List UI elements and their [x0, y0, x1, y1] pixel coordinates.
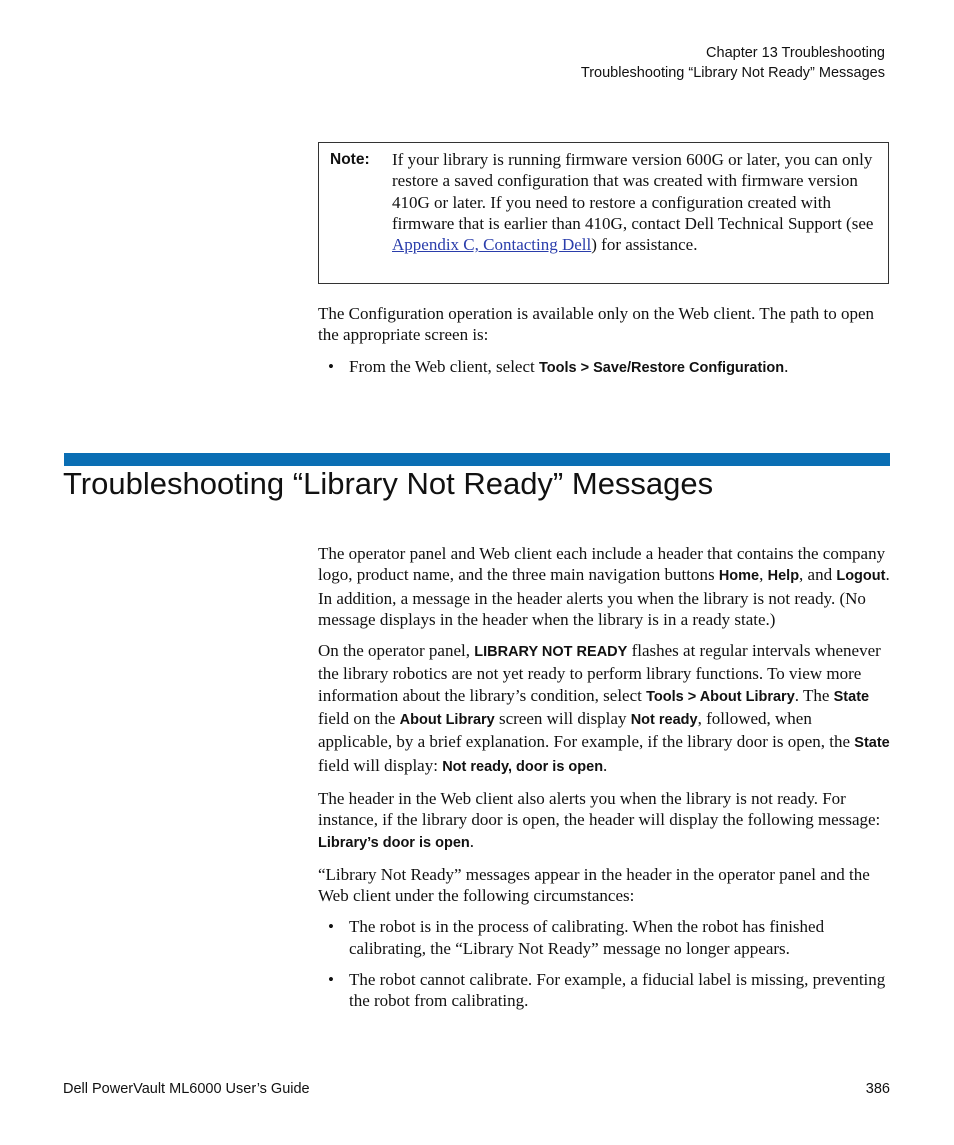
note-box — [318, 142, 889, 284]
running-header — [581, 43, 885, 83]
list-item: • The robot is in the process of calibrating. When the robot has finished calibrating, the “Library Not Ready” message no longer appears. — [328, 917, 825, 958]
main-text — [318, 543, 890, 1012]
door-open-message-ref: Not ready, door is open — [442, 758, 604, 775]
bullet-glyph: • — [328, 917, 334, 937]
configuration-paragraph: The Configuration operation is available only on the Web client. The path to open the appropriate screen is: — [318, 304, 875, 345]
section-title: Troubleshooting “Library Not Ready” Messages — [63, 466, 714, 501]
menu-path-save-restore: Tools > Save/Restore Configuration — [539, 359, 785, 376]
running-section-title: Troubleshooting “Library Not Ready” Messages — [580, 65, 885, 81]
appendix-c-link[interactable]: Appendix C, Contacting Dell — [392, 235, 592, 255]
bullet-glyph: • — [328, 356, 334, 376]
note-label: Note: — [330, 151, 370, 168]
footer-guide-title: Dell PowerVault ML6000 User’s Guide — [63, 1081, 310, 1097]
paragraph-circumstances: “Library Not Ready” messages appear in the header in the operator panel and the Web client under the following circumstances: — [318, 864, 870, 906]
state-field-ref: State — [833, 688, 870, 705]
logout-button-ref: Logout — [836, 568, 886, 585]
not-ready-ref: Not ready — [630, 712, 698, 729]
list-item: • The robot cannot calibrate. For example, a fiducial label is missing, preventing the robot from calibrating. — [328, 970, 886, 1011]
paragraph-operator-panel: On the operator panel, LIBRARY NOT READY flashes at regular intervals whenever the library robotics are not yet ready to perform library functions. To view more information about the library’s condition, select Tools > About Library. The State field on the About Library screen will display Not ready, followed, when applicable, by a brief explanation. For example, if the library door is open, the State field will display: Not ready, door is open. — [318, 641, 890, 775]
bullet-glyph: • — [328, 970, 334, 990]
library-not-ready-ref: LIBRARY NOT READY — [474, 644, 628, 661]
home-button-ref: Home — [718, 568, 760, 585]
note-text — [392, 149, 880, 255]
help-button-ref: Help — [767, 568, 800, 585]
configuration-section — [318, 303, 890, 379]
note-text-part-2: ) for assistance. — [591, 235, 698, 255]
paragraph-header-description: The operator panel and Web client each include a header that contains the company logo, product name, and the three main navigation buttons Home, Help, and Logout. In addition, a message in the header alerts you when the library is not ready. (No message displays in the header when the library is in a ready state.) — [318, 544, 890, 629]
note-text-part-1: If your library is running firmware version 600G or later, you can only restore a saved configuration that was created with firmware version 410G or later. If you need to restore a configuration created with firmware that is earlier than 410G, contact Dell Technical Support (see — [392, 150, 874, 233]
about-library-ref: About Library — [399, 712, 495, 729]
chapter-title: Chapter 13 Troubleshooting — [706, 45, 885, 61]
state-field-ref-2: State — [854, 735, 890, 752]
menu-path-about-library: Tools > About Library — [646, 688, 795, 705]
footer-page-number: 386 — [865, 1081, 890, 1097]
library-door-open-ref: Library’s door is open — [318, 834, 470, 851]
paragraph-web-client-header: The header in the Web client also alerts you when the library is not ready. For instance, if the library door is open, the header will display the following message: Library’s door is open. — [318, 788, 881, 851]
configuration-bullet: • From the Web client, select Tools > Save/Restore Configuration. — [328, 356, 789, 376]
